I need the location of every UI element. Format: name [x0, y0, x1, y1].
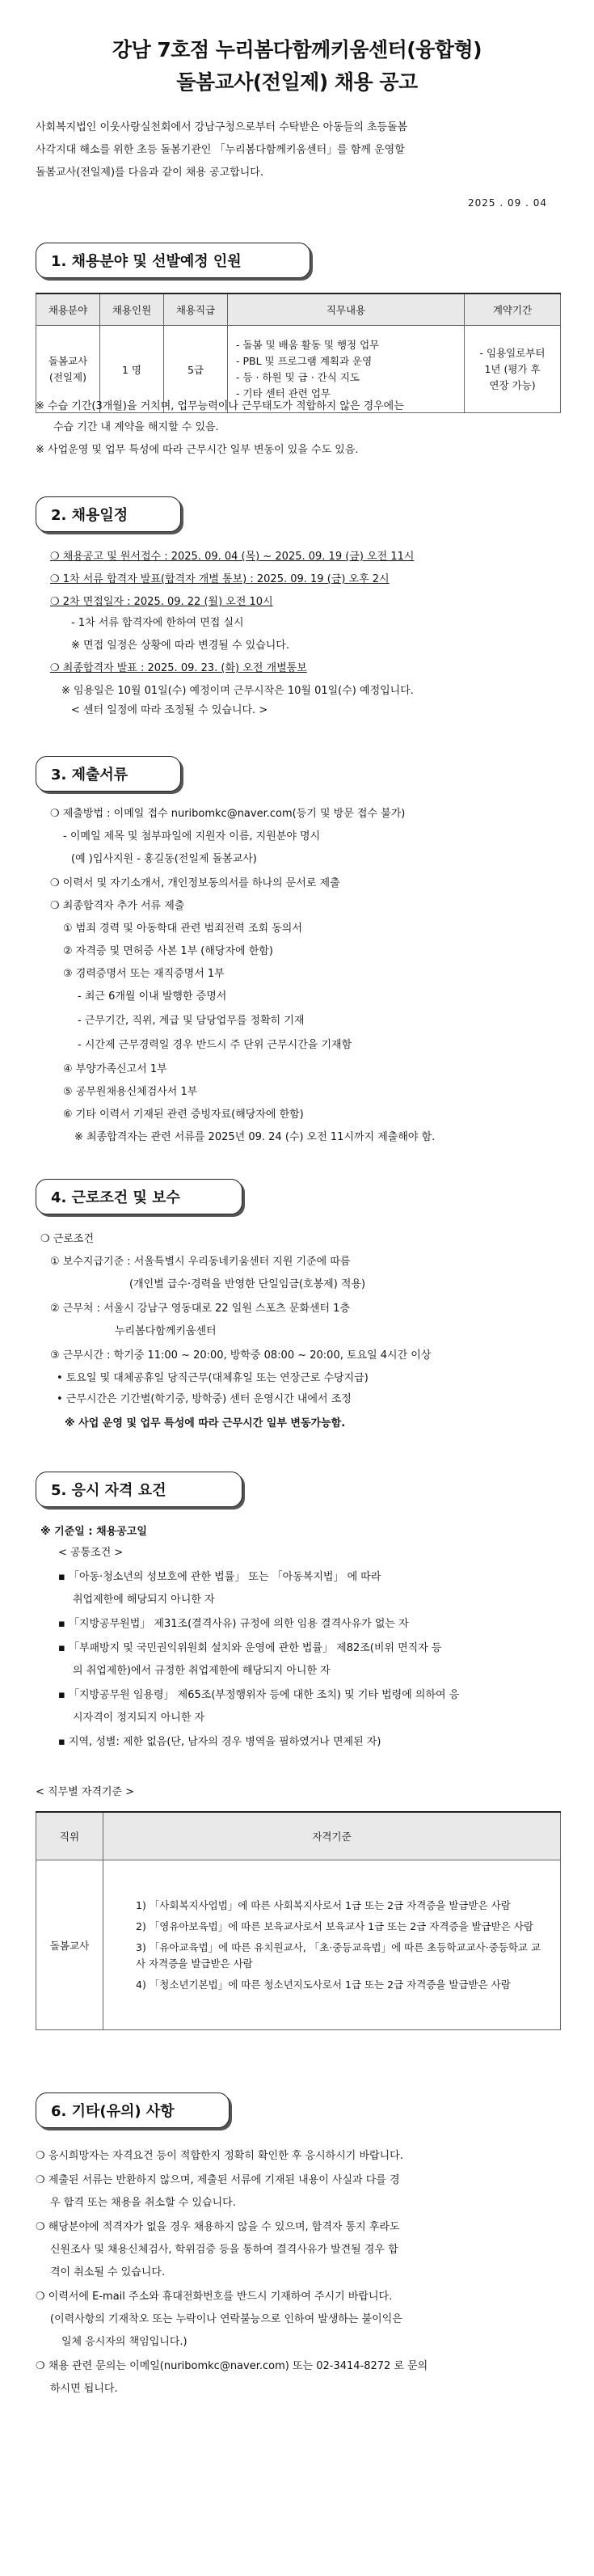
criteria-item: 3) 「유아교육법」에 따른 유치원교사, 「초·중등교육법」에 따른 초등학교교사·중등학교 교사 자격증을 발급받은 사람	[136, 1940, 541, 1970]
qual-common-4-cont: 시자격이 정지되지 아니한 자	[73, 1712, 205, 1724]
positions-table	[36, 293, 561, 413]
schedule-application: ❍ 채용공고 및 원서접수 : 2025. 09. 04 (목) ~ 2025. 09. 19 (금) 오전 11시	[50, 551, 415, 563]
section-1-header: 1. 채용분야 및 선발예정 인원	[36, 243, 310, 278]
duty-item: - 등 · 하원 및 급 · 간식 지도	[236, 370, 360, 383]
schedule-start-date: ※ 임용일은 10월 01일(수) 예정이며 근무시작은 10월 01일(수) 예정입니다.	[61, 685, 414, 697]
contract-line: - 임용일로부터	[479, 346, 546, 359]
col-count: 채용인원	[100, 293, 164, 326]
qual-common-1: ▪ 「아동·청소년의 성보호에 관한 법률」 또는 「아동복지법」 에 따라	[58, 1571, 381, 1583]
criteria-item: 2) 「영유아보육법」에 따른 보육교사로서 보육교사 1급 또는 2급 자격증을 발급받은 사람	[136, 1919, 533, 1932]
cell-count: 1 명	[100, 326, 164, 413]
intro-paragraph	[36, 116, 561, 184]
posting-date: 2025 . 09 . 04	[468, 197, 547, 209]
schedule-adjust-note: < 센터 일정에 따라 조정될 수 있습니다. >	[71, 704, 268, 716]
docs-item-3: ③ 경력증명서 또는 재직증명서 1부	[63, 968, 225, 980]
duty-item: - PBL 및 프로그램 계획과 운영	[236, 354, 373, 367]
contract-line: 연장 가능)	[489, 378, 536, 391]
docs-example: (예 )입사지원 - 홍길동(전일제 돌봄교사)	[71, 853, 257, 865]
section-2-header: 2. 채용일정	[36, 496, 181, 532]
col-field: 채용분야	[36, 293, 100, 326]
docs-item-3-sub-1: - 최근 6개월 이내 발행한 증명서	[78, 990, 227, 1003]
section-5-header: 5. 응시 자격 요건	[36, 1472, 242, 1507]
etc-inquiry-cont: 하시면 됩니다.	[50, 2383, 118, 2395]
col-duties: 직무내용	[228, 293, 465, 326]
etc-contact-info-cont: (이력사항의 기재착오 또는 누락이나 연락불능으로 인하여 발생하는 불이익은	[50, 2313, 402, 2325]
work-saturday-duty: • 토요일 및 대체공휴일 당직근무(대체휴일 또는 연장근로 수당지급)	[57, 1372, 369, 1384]
schedule-final-result: ❍ 최종합격자 발표 : 2025. 09. 23. (화) 오전 개별통보	[50, 662, 307, 674]
docs-deadline-note: ※ 최종합격자는 관련 서류를 2025년 09. 24 (수) 오전 11시까지 제출해야 함.	[74, 1131, 436, 1143]
etc-no-hire: ❍ 해당분야에 적격자가 없을 경우 채용하지 않을 수 있으며, 합격자 통지 후라도	[36, 2221, 400, 2233]
col-contract: 계약기간	[465, 293, 561, 326]
qual-common-4: ▪ 「지방공무원 임용령」 제65조(부정행위자 등에 대한 조치) 및 기타 법령에 의하여 응	[58, 1689, 460, 1701]
col-position: 직위	[36, 1812, 103, 1860]
etc-contact-info: ❍ 이력서에 E-mail 주소와 휴대전화번호를 반드시 기재하여 주시기 바랍니다.	[36, 2291, 393, 2303]
work-location: ② 근무처 : 서울시 강남구 영동대로 22 일원 스포츠 문화센터 1층	[50, 1303, 351, 1315]
schedule-interview: ❍ 2차 면접일자 : 2025. 09. 22 (월) 오전 10시	[50, 596, 273, 608]
work-pay-detail: (개인별 급수·경력을 반영한 단일임금(호봉제) 적용)	[129, 1278, 366, 1290]
intro-line-3: 돌봄교사(전일제)를 다음과 같이 채용 공고합니다.	[36, 167, 263, 179]
intro-line-1: 사회복지법인 이웃사랑실천회에서 강남구청으로부터 수탁받은 아동들의 초등돌봄	[36, 121, 408, 133]
docs-item-5: ⑤ 공무원채용신체검사서 1부	[63, 1086, 198, 1098]
schedule-interview-note: - 1차 서류 합격자에 한하여 면접 실시	[71, 617, 244, 629]
docs-item-6: ⑥ 기타 이력서 기재된 관련 증빙자료(해당자에 한함)	[63, 1109, 304, 1121]
duty-item: - 기타 센터 관련 업무	[236, 386, 331, 399]
title-line-1: 강남 7호점 누리봄다함께키움센터(융합형)	[112, 38, 482, 61]
docs-item-2: ② 자격증 및 면허증 사본 1부 (해당자에 한함)	[63, 945, 273, 957]
intro-line-2: 사각지대 해소를 위한 초등 돌봄기관인 「누리봄다함께키움센터」를 함께 운영할	[36, 144, 405, 156]
section-4-header: 4. 근로조건 및 보수	[36, 1179, 242, 1214]
qual-by-role-title: < 직무별 자격기준 >	[36, 1786, 135, 1798]
work-location-center: 누리봄다함께키움센터	[115, 1325, 217, 1337]
qual-common-2: ▪ 「지방공무원법」 제31조(결격사유) 규정에 의한 임용 결격사유가 없는 자	[58, 1618, 409, 1630]
etc-no-return: ❍ 제출된 서류는 반환하지 않으며, 제출된 서류에 기재된 내용이 사실과 다를 경	[36, 2174, 400, 2186]
etc-no-hire-cont-2: 격이 취소될 수 있습니다.	[50, 2266, 166, 2278]
title-line-2: 돌봄교사(전일제) 채용 공고	[176, 70, 418, 94]
work-conditions: ❍ 근로조건	[40, 1233, 95, 1245]
cell-role: 돌봄교사	[36, 1860, 103, 2030]
note-probation-cont: 수습 기간 내 계약을 해지할 수 있음.	[53, 421, 219, 433]
qual-common-5: ▪ 지역, 성별: 제한 없음(단, 남자의 경우 병역을 필하였거나 면제된 자)	[58, 1736, 381, 1748]
docs-item-4: ④ 부양가족신고서 1부	[63, 1063, 167, 1075]
section-3-header: 3. 제출서류	[36, 756, 181, 792]
criteria-item: 4) 「청소년기본법」에 따른 청소년지도사로서 1급 또는 2급 자격증을 발급받은 사람	[136, 1978, 511, 1991]
qual-common-3-cont: 의 취업제한)에서 규정한 취업제한에 해당되지 아니한 자	[73, 1665, 331, 1677]
cell-grade: 5급	[164, 326, 228, 413]
cell-field: 돌봄교사 (전일제)	[36, 326, 100, 413]
etc-contact-info-cont-2: 일체 응시자의 책임입니다.)	[61, 2336, 187, 2348]
work-hours-variable-note: ※ 사업 운영 및 업무 특성에 따라 근무시간 일부 변동가능함.	[65, 1417, 346, 1429]
qual-common-title: < 공통조건 >	[58, 1547, 124, 1559]
docs-item-1: ① 범죄 경력 및 아동학대 관련 범죄전력 조회 동의서	[63, 923, 302, 935]
note-hours-change: ※ 사업운영 및 업무 특성에 따라 근무시간 일부 변동이 있을 수도 있음.	[36, 444, 359, 456]
etc-verify: ❍ 응시희망자는 자격요건 등이 적합한지 정확히 확인한 후 응시하시기 바랍니다.	[36, 2150, 403, 2162]
docs-submission-method: ❍ 제출방법 : 이메일 접수 nuribomkc@naver.com(등기 및 방문 접수 불가)	[50, 808, 406, 820]
work-pay-basis: ① 보수지급기준 : 서울특별시 우리동네키움센터 지원 기준에 따름	[50, 1256, 351, 1268]
docs-email-subject: - 이메일 제목 및 첨부파일에 지원자 이름, 지원분야 명시	[63, 830, 321, 842]
duty-item: - 돌봄 및 배움 활동 및 행정 업무	[236, 338, 380, 351]
docs-resume: ❍ 이력서 및 자기소개서, 개인정보동의서를 하나의 문서로 제출	[50, 877, 340, 889]
qual-common-1-cont: 취업제한에 해당되지 아니한 자	[73, 1594, 215, 1606]
criteria-item: 1) 「사회복지사업법」에 따른 사회복지사로서 1급 또는 2급 자격증을 발급받은 사람	[136, 1898, 511, 1911]
cell-criteria	[103, 1860, 561, 2030]
note-probation: ※ 수습 기간(3개월)을 거치며, 업무능력이나 근무태도가 적합하지 않은 경우에는	[36, 400, 404, 412]
qual-common-3: ▪ 「부패방지 및 국민권익위원회 설치와 운영에 관한 법률」 제82조(비위 면직자 등	[58, 1642, 442, 1654]
contract-line: 1년 (평가 후	[484, 362, 541, 375]
col-grade: 채용직급	[164, 293, 228, 326]
docs-item-3-sub-2: - 근무기간, 직위, 계급 및 담당업무를 정확히 기재	[78, 1015, 305, 1027]
etc-no-return-cont: 우 합격 또는 채용을 취소할 수 있습니다.	[50, 2197, 236, 2209]
schedule-first-result: ❍ 1차 서류 합격자 발표(합격자 개별 통보) : 2025. 09. 19 (금) 오후 2시	[50, 573, 390, 585]
cell-contract	[465, 326, 561, 413]
work-hours-adjust: • 근무시간은 기간별(학기중, 방학중) 센터 운영시간 내에서 조정	[57, 1393, 352, 1405]
etc-no-hire-cont: 신원조사 및 채용신체검사, 학위검증 등을 통하여 결격사유가 발견될 경우 합	[50, 2244, 398, 2256]
qualification-table	[36, 1811, 561, 2030]
section-6-header: 6. 기타(유의) 사항	[36, 2092, 230, 2128]
work-hours: ③ 근무시간 : 학기중 11:00 ~ 20:00, 방학중 08:00 ~ 20:00, 토요일 4시간 이상	[50, 1349, 432, 1362]
etc-inquiry[interactable]: ❍ 채용 관련 문의는 이메일(nuribomkc@naver.com) 또는 02-3414-8272 로 문의	[36, 2360, 428, 2372]
schedule-interview-change: ※ 면접 일정은 상황에 따라 변경될 수 있습니다.	[71, 640, 289, 652]
docs-final-extra: ❍ 최종합격자 추가 서류 제출	[50, 900, 185, 912]
qual-base-date: ※ 기준일 : 채용공고일	[40, 1526, 147, 1538]
docs-item-3-sub-3: - 시간제 근무경력일 경우 반드시 주 단위 근무시간을 기재함	[78, 1039, 352, 1051]
col-criteria: 자격기준	[103, 1812, 561, 1860]
